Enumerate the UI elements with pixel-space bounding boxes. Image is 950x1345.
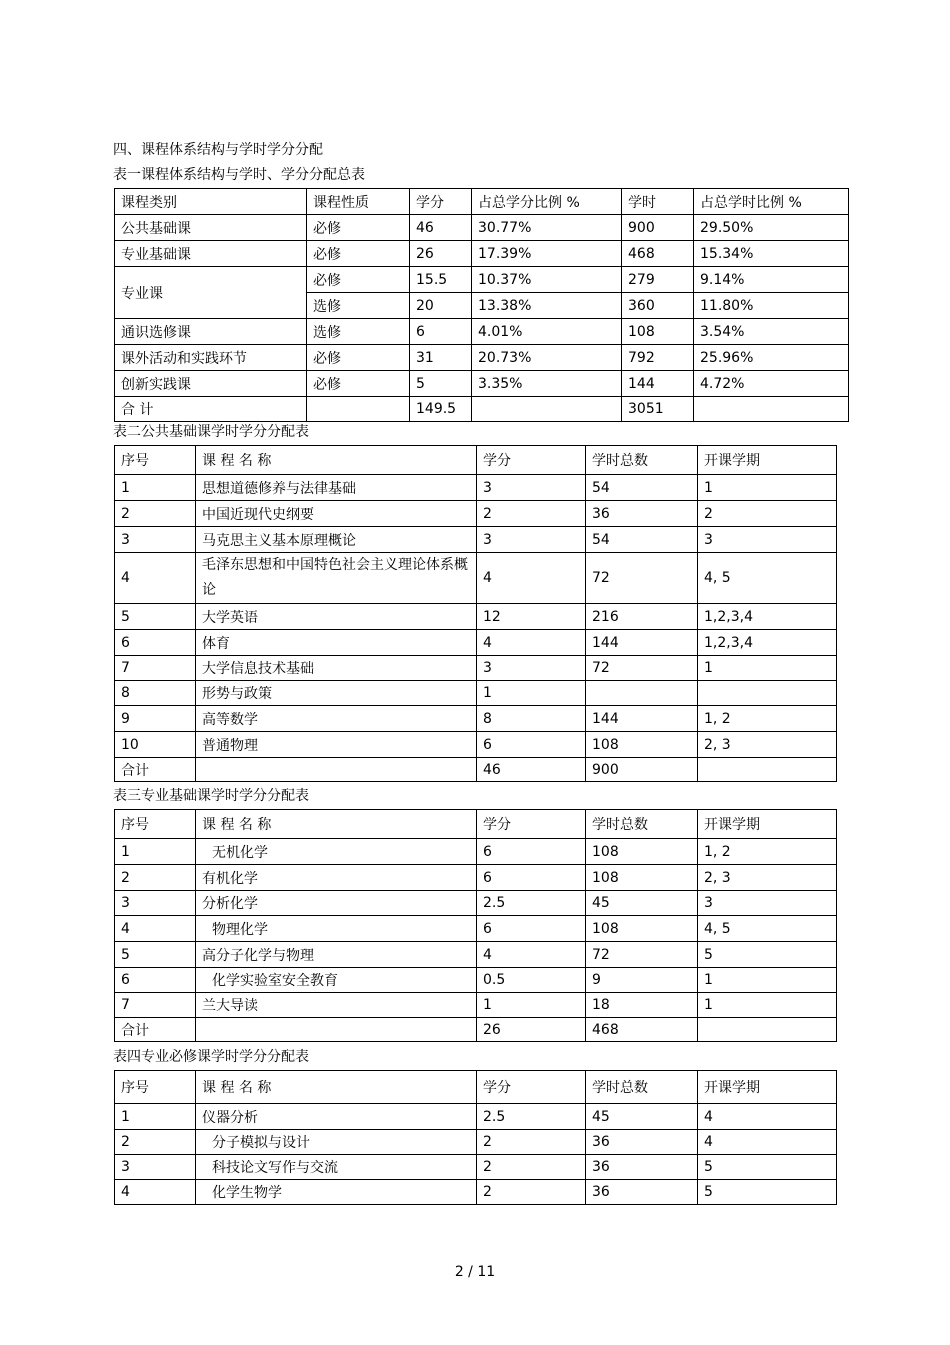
table-row — [115, 1180, 837, 1205]
table-cell: 毛泽东思想和中国特色社会主义理论体系概论 — [196, 553, 477, 604]
table-cell: 兰大导读 — [196, 993, 477, 1018]
table4-header-cell: 开课学期 — [698, 1071, 837, 1104]
table-row — [115, 475, 837, 501]
table-cell: 4 — [477, 630, 586, 656]
table-total-row — [115, 1018, 837, 1042]
table-total-row — [115, 758, 837, 782]
table-cell: 9 — [115, 706, 196, 732]
table-row — [115, 656, 837, 681]
table-cell: 4 — [698, 1130, 837, 1155]
table-row — [115, 267, 849, 293]
table-cell: 合计 — [115, 1018, 196, 1042]
table-cell: 3 — [477, 527, 586, 553]
table-cell — [196, 758, 477, 782]
table-row — [115, 942, 837, 968]
table-cell: 0.5 — [477, 968, 586, 993]
table-row — [115, 630, 837, 656]
table-cell: 792 — [622, 345, 694, 371]
table-cell: 1 — [698, 475, 837, 501]
table-cell: 108 — [622, 319, 694, 345]
table-row — [115, 1130, 837, 1155]
table-cell: 216 — [586, 604, 698, 630]
table1-header-row — [115, 189, 849, 215]
table-cell: 46 — [477, 758, 586, 782]
table-cell: 1, 2 — [698, 706, 837, 732]
table-cell: 9.14% — [694, 267, 849, 293]
table-cell: 2 — [477, 1130, 586, 1155]
table-cell: 6 — [477, 916, 586, 942]
table-row — [115, 681, 837, 706]
table4 — [114, 1070, 837, 1205]
table-cell: 2 — [698, 501, 837, 527]
table-cell: 29.50% — [694, 215, 849, 241]
table-cell: 高等数学 — [196, 706, 477, 732]
table1-header-cell: 占总学分比例 % — [472, 189, 622, 215]
table-cell: 360 — [622, 293, 694, 319]
table-cell: 5 — [115, 942, 196, 968]
table-cell: 1 — [698, 656, 837, 681]
table-cell: 无机化学 — [196, 839, 477, 865]
table-cell: 900 — [622, 215, 694, 241]
table-row — [115, 553, 837, 604]
table-cell: 马克思主义基本原理概论 — [196, 527, 477, 553]
table-cell: 9 — [586, 968, 698, 993]
table-cell: 5 — [698, 942, 837, 968]
table-cell: 144 — [586, 706, 698, 732]
table-cell: 26 — [410, 241, 472, 267]
table-cell: 3 — [115, 527, 196, 553]
table4-header-cell: 学分 — [477, 1071, 586, 1104]
table-cell: 72 — [586, 553, 698, 604]
table-cell: 有机化学 — [196, 865, 477, 891]
table-cell: 分析化学 — [196, 891, 477, 916]
table-cell: 科技论文写作与交流 — [196, 1155, 477, 1180]
table3-header-cell: 序号 — [115, 810, 196, 839]
table-cell: 12 — [477, 604, 586, 630]
table-cell: 54 — [586, 475, 698, 501]
table-cell — [586, 681, 698, 706]
table-cell: 必修 — [307, 267, 410, 293]
table-cell: 6 — [115, 630, 196, 656]
table-cell: 4.01% — [472, 319, 622, 345]
table2 — [114, 445, 837, 782]
table-row — [115, 604, 837, 630]
table3 — [114, 809, 837, 1042]
table-cell: 4 — [477, 942, 586, 968]
table-cell: 31 — [410, 345, 472, 371]
table-cell: 1 — [115, 475, 196, 501]
table-cell: 6 — [477, 839, 586, 865]
table-cell: 1 — [698, 993, 837, 1018]
table-cell: 54 — [586, 527, 698, 553]
table-row — [115, 527, 837, 553]
table-cell: 45 — [586, 891, 698, 916]
table2-header-cell: 序号 — [115, 446, 196, 475]
table-cell: 72 — [586, 656, 698, 681]
table-cell: 18 — [586, 993, 698, 1018]
table-cell — [307, 397, 410, 422]
table-row — [115, 1155, 837, 1180]
table1-caption: 表一课程体系结构与学时、学分分配总表 — [113, 167, 365, 183]
table-cell: 5 — [698, 1180, 837, 1205]
table-cell: 大学信息技术基础 — [196, 656, 477, 681]
table-cell: 2 — [477, 501, 586, 527]
table-cell: 8 — [477, 706, 586, 732]
table-cell: 3 — [477, 475, 586, 501]
table3-header-cell: 课 程 名 称 — [196, 810, 477, 839]
table-cell: 通识选修课 — [115, 319, 307, 345]
table-cell: 2, 3 — [698, 732, 837, 758]
table-cell: 2, 3 — [698, 865, 837, 891]
table1-header-cell: 学时 — [622, 189, 694, 215]
table-cell: 1 — [115, 839, 196, 865]
table-cell — [196, 1018, 477, 1042]
table-cell: 3 — [698, 891, 837, 916]
table-cell: 2 — [477, 1180, 586, 1205]
table-cell: 3 — [115, 1155, 196, 1180]
table-cell: 36 — [586, 1180, 698, 1205]
table-cell: 6 — [477, 865, 586, 891]
table3-caption: 表三专业基础课学时学分分配表 — [113, 788, 309, 804]
table1 — [114, 188, 849, 422]
table-cell: 化学生物学 — [196, 1180, 477, 1205]
table-cell: 选修 — [307, 319, 410, 345]
table-cell: 30.77% — [472, 215, 622, 241]
table1-header-cell: 课程类别 — [115, 189, 307, 215]
table-cell: 5 — [410, 371, 472, 397]
table-cell: 必修 — [307, 345, 410, 371]
table-cell: 279 — [622, 267, 694, 293]
table1-header-cell: 学分 — [410, 189, 472, 215]
table-total-row — [115, 397, 849, 422]
table-cell: 必修 — [307, 371, 410, 397]
table-cell: 1,2,3,4 — [698, 630, 837, 656]
table-row — [115, 1104, 837, 1130]
table-cell: 分子模拟与设计 — [196, 1130, 477, 1155]
table-cell: 4 — [115, 1180, 196, 1205]
table-cell: 大学英语 — [196, 604, 477, 630]
table-cell: 149.5 — [410, 397, 472, 422]
table4-header-row — [115, 1071, 837, 1104]
table-cell: 10 — [115, 732, 196, 758]
table-cell: 专业基础课 — [115, 241, 307, 267]
table-row — [115, 501, 837, 527]
table-cell: 形势与政策 — [196, 681, 477, 706]
table-row — [115, 916, 837, 942]
table-cell: 144 — [622, 371, 694, 397]
table4-header-cell: 学时总数 — [586, 1071, 698, 1104]
table-cell: 15.34% — [694, 241, 849, 267]
table-cell: 普通物理 — [196, 732, 477, 758]
table-cell: 3 — [477, 656, 586, 681]
table-cell: 合计 — [115, 758, 196, 782]
table-cell: 化学实验室安全教育 — [196, 968, 477, 993]
table1-header-cell: 占总学时比例 % — [694, 189, 849, 215]
table-cell: 108 — [586, 732, 698, 758]
table-cell: 468 — [586, 1018, 698, 1042]
table-cell: 11.80% — [694, 293, 849, 319]
table4-header-cell: 课 程 名 称 — [196, 1071, 477, 1104]
table2-caption: 表二公共基础课学时学分分配表 — [113, 424, 309, 440]
table-cell: 7 — [115, 656, 196, 681]
table2-header-cell: 学分 — [477, 446, 586, 475]
table-row — [115, 865, 837, 891]
table-cell: 体育 — [196, 630, 477, 656]
table-cell: 45 — [586, 1104, 698, 1130]
table-cell: 必修 — [307, 241, 410, 267]
table-cell: 108 — [586, 839, 698, 865]
table-cell: 1,2,3,4 — [698, 604, 837, 630]
table-cell: 中国近现代史纲要 — [196, 501, 477, 527]
table3-header-row — [115, 810, 837, 839]
table-cell: 10.37% — [472, 267, 622, 293]
table-cell: 2 — [477, 1155, 586, 1180]
table-row — [115, 891, 837, 916]
table-cell: 创新实践课 — [115, 371, 307, 397]
table-cell — [694, 397, 849, 422]
table-cell: 专业课 — [115, 267, 307, 319]
table-cell: 1 — [698, 968, 837, 993]
table-cell: 2.5 — [477, 891, 586, 916]
table-cell: 物理化学 — [196, 916, 477, 942]
table-cell: 3.35% — [472, 371, 622, 397]
table-cell: 1 — [477, 993, 586, 1018]
table-cell: 468 — [622, 241, 694, 267]
table-cell: 1 — [477, 681, 586, 706]
table-cell — [698, 681, 837, 706]
table-cell: 36 — [586, 1130, 698, 1155]
table2-header-cell: 开课学期 — [698, 446, 837, 475]
table3-header-cell: 学时总数 — [586, 810, 698, 839]
table-cell: 1, 2 — [698, 839, 837, 865]
table-cell: 2 — [115, 865, 196, 891]
table-cell: 3051 — [622, 397, 694, 422]
table-cell: 1 — [115, 1104, 196, 1130]
table-row — [115, 732, 837, 758]
table-cell: 20.73% — [472, 345, 622, 371]
page-number: 2 / 11 — [454, 1264, 496, 1280]
table-cell: 144 — [586, 630, 698, 656]
table-cell: 公共基础课 — [115, 215, 307, 241]
table-cell: 108 — [586, 916, 698, 942]
table2-header-row — [115, 446, 837, 475]
table-row — [115, 345, 849, 371]
table3-header-cell: 开课学期 — [698, 810, 837, 839]
section-title: 四、课程体系结构与学时学分分配 — [113, 142, 323, 158]
table3-header-cell: 学分 — [477, 810, 586, 839]
table-cell: 2.5 — [477, 1104, 586, 1130]
table-cell: 26 — [477, 1018, 586, 1042]
table-cell: 合 计 — [115, 397, 307, 422]
table-cell: 25.96% — [694, 345, 849, 371]
table-row — [115, 968, 837, 993]
table-row — [115, 371, 849, 397]
table-cell: 4.72% — [694, 371, 849, 397]
table-row — [115, 215, 849, 241]
table-cell: 3 — [115, 891, 196, 916]
table-row — [115, 839, 837, 865]
table-cell: 5 — [115, 604, 196, 630]
table-cell: 2 — [115, 1130, 196, 1155]
table-cell: 15.5 — [410, 267, 472, 293]
table-row — [115, 706, 837, 732]
table-cell: 仪器分析 — [196, 1104, 477, 1130]
table-cell: 6 — [477, 732, 586, 758]
table-cell: 3 — [698, 527, 837, 553]
table-cell: 4 — [115, 553, 196, 604]
table-cell: 3.54% — [694, 319, 849, 345]
table-cell: 7 — [115, 993, 196, 1018]
table4-header-cell: 序号 — [115, 1071, 196, 1104]
table-cell — [472, 397, 622, 422]
table-cell: 4, 5 — [698, 916, 837, 942]
table-cell: 900 — [586, 758, 698, 782]
table-cell: 13.38% — [472, 293, 622, 319]
table-cell: 108 — [586, 865, 698, 891]
table4-caption: 表四专业必修课学时学分分配表 — [113, 1049, 309, 1065]
table-cell: 46 — [410, 215, 472, 241]
table1-header-cell: 课程性质 — [307, 189, 410, 215]
table-row — [115, 993, 837, 1018]
table-cell — [698, 1018, 837, 1042]
table-cell: 高分子化学与物理 — [196, 942, 477, 968]
table-cell — [698, 758, 837, 782]
table-row — [115, 241, 849, 267]
table-cell: 8 — [115, 681, 196, 706]
table-cell: 选修 — [307, 293, 410, 319]
table-row — [115, 319, 849, 345]
table2-header-cell: 课 程 名 称 — [196, 446, 477, 475]
table-cell: 17.39% — [472, 241, 622, 267]
table-cell: 6 — [410, 319, 472, 345]
table-cell: 36 — [586, 1155, 698, 1180]
table-cell: 72 — [586, 942, 698, 968]
table-cell: 4 — [698, 1104, 837, 1130]
table-cell: 36 — [586, 501, 698, 527]
table-cell: 必修 — [307, 215, 410, 241]
table-cell: 4 — [477, 553, 586, 604]
table-cell: 5 — [698, 1155, 837, 1180]
table-cell: 6 — [115, 968, 196, 993]
table-cell: 4, 5 — [698, 553, 837, 604]
table-cell: 4 — [115, 916, 196, 942]
table2-header-cell: 学时总数 — [586, 446, 698, 475]
table-cell: 20 — [410, 293, 472, 319]
table-cell: 思想道德修养与法律基础 — [196, 475, 477, 501]
table-cell: 课外活动和实践环节 — [115, 345, 307, 371]
table-cell: 2 — [115, 501, 196, 527]
